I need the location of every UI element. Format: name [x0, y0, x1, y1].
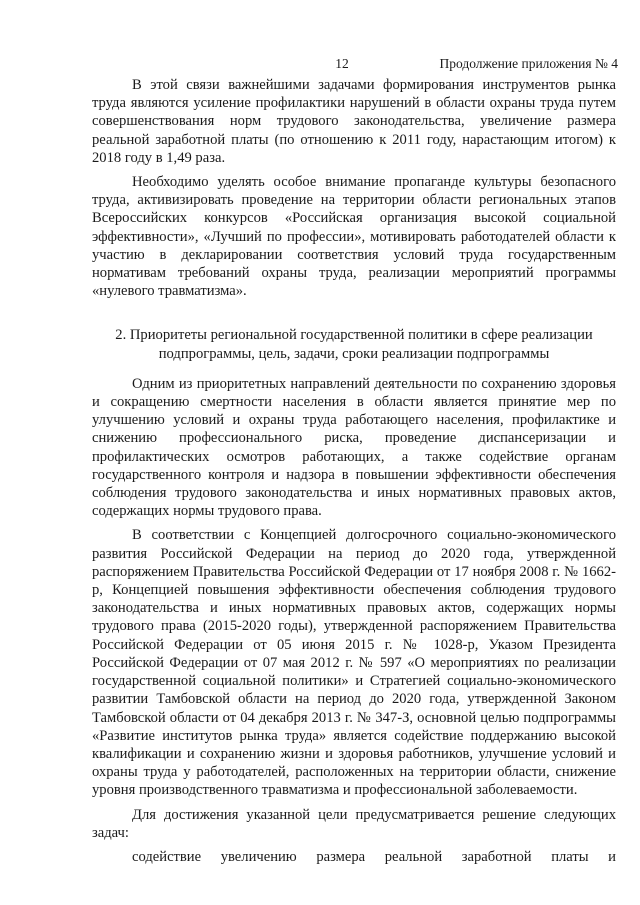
paragraph-goal-tasks: Для достижения указанной цели предусматривается решение следующих задач: — [92, 806, 616, 841]
appendix-continuation-note: Продолжение приложения № 4 — [439, 56, 618, 71]
paragraph-safety-culture: Необходимо уделять особое внимание пропаганде культуры безопасного труда, активизировать проведение на территории области региональных этапов Всероссийских конкурсов «Российская организация высокой социальной эффективности», «Лучший по профессии», мотивировать работодателей области к участию в декларировании соответствия условий труда государственным нормативам требований охраны труда, реализации мероприятий программы «нулевого травматизма». — [92, 174, 616, 300]
paragraph-priority-directions: Одним из приоритетных направлений деятельности по сохранению здоровья и сокращению смертности населения в области является принятие мер по улучшению условий и охраны труда работающего населения, профилактике и снижению профессионального риска, проведение диспансеризации и профилактических осмотров работающих, а также содействие органам государственного контроля и надзора в повышении эффективности обеспечения соблюдения трудового законодательства и иных нормативных правовых актов, содержащих нормы трудового права. — [92, 375, 616, 520]
section-heading-line-2: подпрограммы, цель, задачи, сроки реализации подпрограммы — [158, 345, 550, 362]
section-heading-line-1: 2. Приоритеты региональной государственной политики в сфере реализации — [115, 327, 593, 344]
paragraph-task-1: содействие увеличению размера реальной заработной платы и — [132, 848, 616, 865]
document-body — [92, 76, 616, 866]
paragraph-tasks-intro: В этой связи важнейшими задачами формирования инструментов рынка труда являются усиление профилактики нарушений в области охраны труда путем совершенствования норм трудового законодательства, увеличение размера реальной заработной платы (по отношению к 2011 году, нарастающим итогом) к 2018 году в 1,49 раза. — [92, 77, 616, 166]
paragraph-legal-basis: В соответствии с Концепцией долгосрочного социально-экономического развития Российской Федерации на период до 2020 года, утвержденной распоряжением Правительства Российской Федерации от 17 ноября 2008 г. № 1662-р, Концепцией повышения эффективности обеспечения соблюдения трудового законодательства и иных нормативных правовых актов, содержащих нормы трудового права (2015-2020 годы), утвержденной распоряжением Правительства Российской Федерации от 05 июня 2015 г. № 1028-р, Указом Президента Российской Федерации от 07 мая 2012 г. № 597 «О мероприятиях по реализации государственной социальной политики» и Стратегией социально-экономического развитии Тамбовской области на период до 2020 года, утвержденной Законом Тамбовской области от 04 декабря 2013 г. № 347-З, основной целью подпрограммы «Развитие институтов рынка труда» является содействие поддержанию высокой квалификации и сохранению жизни и здоровья работников, улучшение условий и охраны труда у работодателей, расположенных на территории области, снижение уровня производственного травматизма и профессиональной заболеваемости. — [92, 527, 616, 799]
page-number: 12 — [335, 56, 349, 71]
section-heading — [92, 326, 616, 362]
